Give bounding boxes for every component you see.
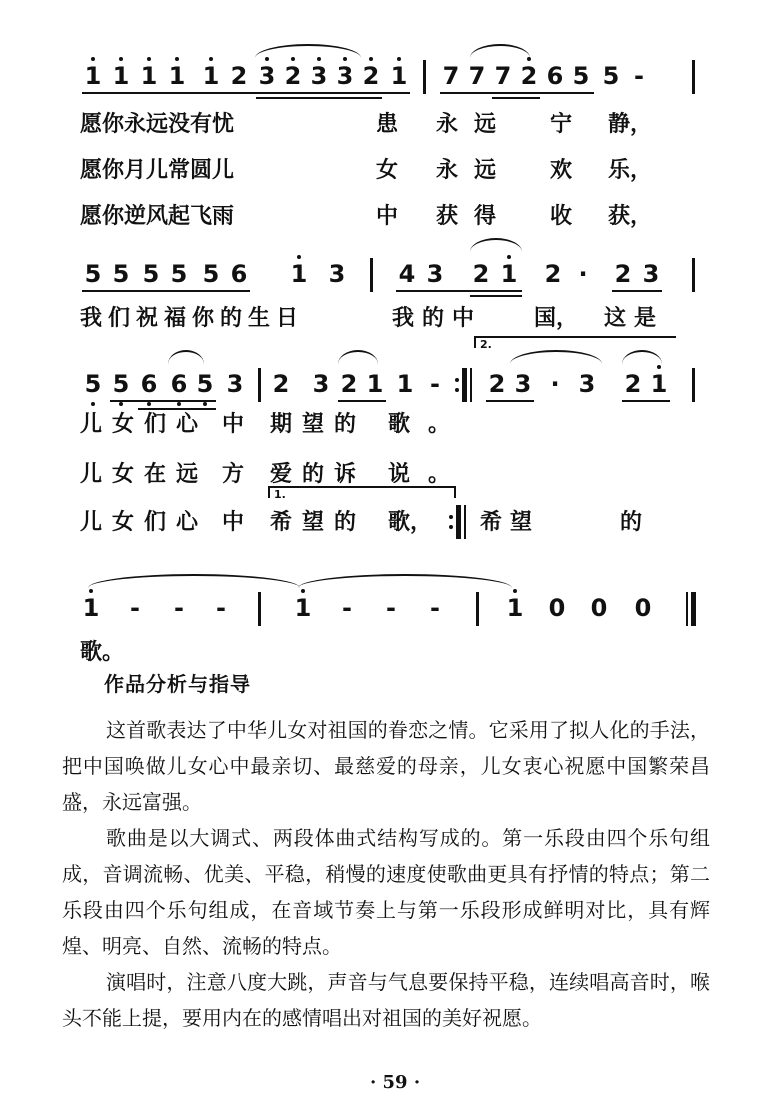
- note: 3: [426, 260, 444, 288]
- lyric: 歌: [388, 411, 411, 437]
- note: 3: [226, 370, 244, 398]
- lyric: 乐，: [608, 157, 653, 183]
- lyric: 歌，: [388, 509, 433, 535]
- barline: [476, 592, 479, 626]
- lyric: 希望的: [270, 509, 367, 535]
- note: 3: [312, 370, 330, 398]
- note: 6: [138, 368, 160, 400]
- beam: [486, 400, 534, 402]
- lyric: 我们祝福你的生日: [80, 305, 305, 331]
- lyric: 儿女们心: [80, 509, 209, 535]
- note: 5: [572, 62, 590, 90]
- lyric: 儿女在远: [80, 461, 209, 487]
- note: 4: [398, 260, 416, 288]
- lyric: 静，: [608, 111, 653, 137]
- lyric: 患: [376, 111, 399, 137]
- note: 3: [642, 260, 660, 288]
- note: 1: [200, 60, 222, 92]
- note: -: [430, 370, 440, 398]
- lyric: 。: [428, 411, 451, 437]
- lyric: 希望: [480, 509, 541, 535]
- note: 1: [366, 370, 384, 398]
- score-line-1: [0, 0, 770, 110]
- note: ·: [550, 370, 560, 398]
- volta-bracket: [268, 486, 456, 501]
- beam: [440, 92, 594, 94]
- lyric: 宁: [550, 111, 573, 137]
- note: 1: [504, 592, 526, 624]
- note: 1: [110, 60, 132, 92]
- note: 5: [82, 368, 104, 400]
- beam: [622, 400, 670, 402]
- beam: [200, 92, 410, 94]
- note: 1: [166, 60, 188, 92]
- barline: [370, 258, 373, 292]
- section-heading: 作品分析与指导: [104, 672, 251, 696]
- lyric: 方: [222, 461, 245, 487]
- beam: [256, 97, 382, 99]
- barline: [258, 368, 261, 402]
- note: 5: [142, 260, 160, 288]
- lyric: 收: [550, 203, 573, 229]
- note: 2: [360, 60, 382, 92]
- lyric: 说: [388, 461, 411, 487]
- paragraph: 这首歌表达了中华儿女对祖国的眷恋之情。它采用了拟人化的手法，把中国唤做儿女心中最亲切、最慈爱的母亲，儿女衷心祝愿中国繁荣昌盛，永远富强。: [62, 718, 710, 814]
- note: 1: [138, 60, 160, 92]
- note: 1: [648, 368, 670, 400]
- note: 7: [494, 62, 512, 90]
- lyric: 歌。: [80, 639, 125, 665]
- note: 1: [82, 60, 104, 92]
- lyric: 中: [222, 411, 245, 437]
- beam: [338, 400, 386, 402]
- lyric: 国，: [534, 305, 579, 331]
- beam: [82, 290, 250, 292]
- page-number: · 59 ·: [370, 1072, 421, 1093]
- slur: [338, 350, 378, 364]
- lyric: 期望的: [270, 411, 367, 437]
- lyric: 永远: [436, 157, 513, 183]
- note: 1: [498, 258, 520, 290]
- note: 5: [602, 62, 620, 90]
- note: 5: [202, 260, 220, 288]
- barline: [692, 258, 695, 292]
- note: 5: [194, 368, 216, 400]
- score-line-3: [0, 330, 770, 400]
- note: -: [216, 594, 226, 622]
- note: 1: [288, 258, 310, 290]
- note: -: [634, 62, 644, 90]
- note: 2: [272, 370, 290, 398]
- note: 2: [614, 260, 632, 288]
- beam: [396, 290, 522, 292]
- slur: [88, 574, 300, 588]
- repeat-end-barline: [456, 505, 470, 539]
- note: 2: [518, 60, 540, 92]
- note: 1: [396, 370, 414, 398]
- slur: [470, 238, 522, 252]
- barline: [258, 592, 261, 626]
- beam: [470, 295, 522, 297]
- note: 3: [514, 370, 532, 398]
- note: 3: [578, 370, 596, 398]
- note: 1: [292, 592, 314, 624]
- note: -: [342, 594, 352, 622]
- lyric: 愿你逆风起飞雨: [80, 203, 235, 229]
- note: 5: [112, 260, 130, 288]
- slur: [470, 44, 530, 58]
- barline: [692, 368, 695, 402]
- note: 2: [340, 370, 358, 398]
- barline: [692, 60, 695, 94]
- volta-bracket: [474, 336, 676, 351]
- paragraph: 演唱时，注意八度大跳，声音与气息要保持平稳，连续唱高音时，喉头不能上提，要用内在的感情唱出对祖国的美好祝愿。: [62, 970, 710, 1030]
- note: 5: [110, 368, 132, 400]
- lyric: 永远: [436, 111, 513, 137]
- note: 3: [308, 60, 330, 92]
- note: 0: [590, 594, 608, 622]
- note: 1: [80, 592, 102, 624]
- note-row: [0, 258, 770, 298]
- score-line-4: [0, 562, 770, 632]
- lyric: 爱的诉: [270, 461, 367, 487]
- slur: [255, 44, 361, 58]
- note: 6: [546, 62, 564, 90]
- final-barline: [686, 592, 698, 626]
- barline: [423, 60, 426, 94]
- note: 3: [334, 60, 356, 92]
- note: 2: [230, 62, 248, 90]
- volta-label: 2.: [480, 338, 492, 351]
- slur: [298, 574, 512, 588]
- note: 6: [168, 368, 190, 400]
- lyric: 。: [428, 461, 451, 487]
- note-row: [0, 368, 770, 408]
- note-row: [0, 592, 770, 632]
- note: 2: [544, 260, 562, 288]
- lyric: 女: [376, 157, 399, 183]
- lyric: 我的中: [392, 305, 483, 331]
- note: 3: [328, 260, 346, 288]
- note: 2: [282, 60, 304, 92]
- beam: [492, 97, 540, 99]
- note: 5: [170, 260, 188, 288]
- beam: [612, 290, 662, 292]
- volta-label: 1.: [274, 488, 286, 501]
- lyric: 愿你月儿常圆儿: [80, 157, 235, 183]
- lyric: 儿女们心: [80, 411, 209, 437]
- lyric: 愿你永远没有忧: [80, 111, 235, 137]
- slur: [622, 350, 662, 364]
- lyric: 的: [620, 509, 643, 535]
- note: 7: [442, 62, 460, 90]
- note: 7: [468, 62, 486, 90]
- lyric: 欢: [550, 157, 573, 183]
- paragraph: 歌曲是以大调式、两段体曲式结构写成的。第一乐段由四个乐句组成，音调流畅、优美、平稳，稍慢的速度使歌曲更具有抒情的特点；第二乐段由四个乐句组成，在音域节奏上与第一乐段形成鲜明对比，具有辉煌、明亮、自然、流畅的特点。: [62, 826, 710, 958]
- note: 2: [488, 370, 506, 398]
- note: 5: [84, 260, 102, 288]
- note: -: [174, 594, 184, 622]
- note: -: [386, 594, 396, 622]
- lyric: 中: [222, 509, 245, 535]
- lyric: 中: [376, 203, 399, 229]
- beam: [110, 400, 216, 402]
- lyric: 获得: [436, 203, 513, 229]
- note: ·: [578, 260, 588, 288]
- lyric: 获，: [608, 203, 653, 229]
- note: 3: [256, 60, 278, 92]
- note: 6: [230, 260, 248, 288]
- note: 0: [548, 594, 566, 622]
- note: 2: [624, 370, 642, 398]
- lyric: 这是: [604, 305, 665, 331]
- note: 0: [634, 594, 652, 622]
- repeat-end-barline: [462, 368, 476, 402]
- score-line-2: [0, 236, 770, 300]
- slur: [510, 350, 602, 364]
- slur: [168, 350, 204, 364]
- note: 1: [388, 60, 410, 92]
- note-row: [0, 60, 770, 100]
- note: 2: [472, 260, 490, 288]
- note: -: [430, 594, 440, 622]
- note: -: [130, 594, 140, 622]
